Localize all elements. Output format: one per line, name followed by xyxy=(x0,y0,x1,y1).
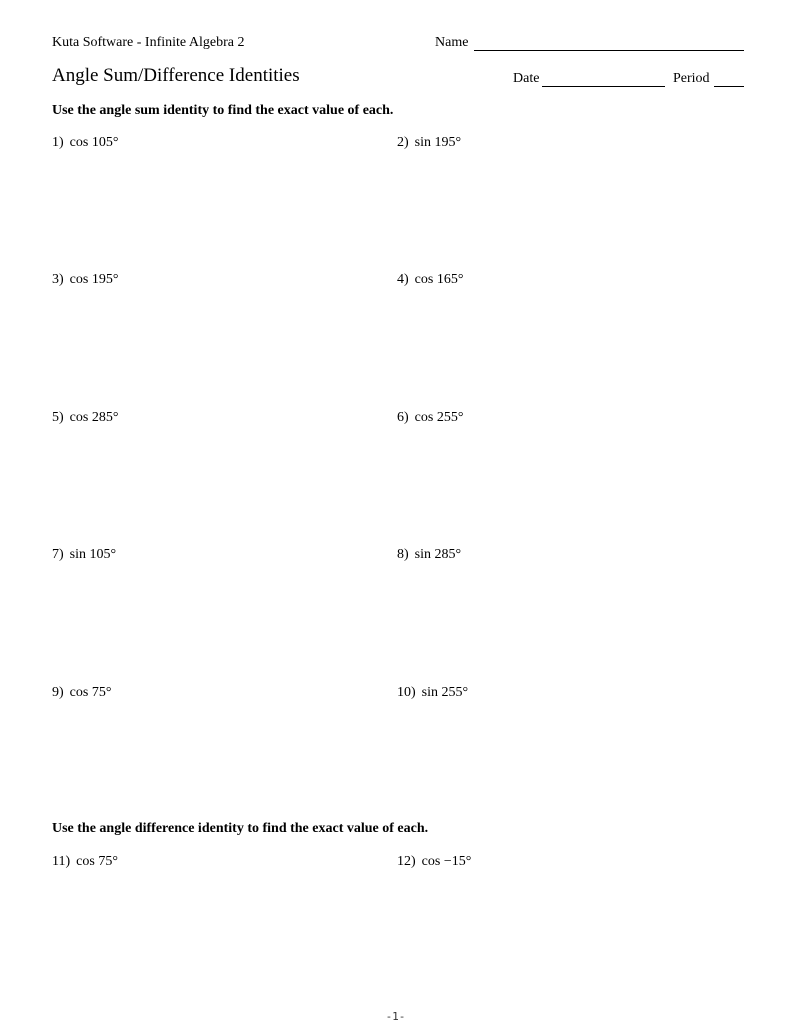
problem-expression: cos 75° xyxy=(76,854,118,869)
problem-item xyxy=(52,410,118,426)
date-blank-line xyxy=(542,86,665,87)
problem-item xyxy=(52,135,118,151)
problem-item xyxy=(397,135,461,151)
name-blank-line xyxy=(474,50,744,51)
problem-expression: sin 105° xyxy=(69,547,117,562)
section-instruction-sum: Use the angle sum identity to find the exact value of each. xyxy=(52,103,394,118)
problem-item xyxy=(397,685,468,701)
problem-expression: cos −15° xyxy=(421,854,472,869)
problem-number: 6) xyxy=(397,410,409,425)
software-label: Kuta Software - Infinite Algebra 2 xyxy=(52,35,245,50)
period-label: Period xyxy=(673,71,710,86)
problem-expression: cos 165° xyxy=(414,272,464,287)
section-instruction-difference: Use the angle difference identity to find the exact value of each. xyxy=(52,821,429,836)
problem-item xyxy=(52,272,118,288)
date-label: Date xyxy=(513,71,540,86)
period-blank-line xyxy=(714,86,744,87)
problem-number: 8) xyxy=(397,547,409,562)
problem-expression: sin 255° xyxy=(421,685,469,700)
problem-item xyxy=(397,854,471,870)
problem-expression: cos 255° xyxy=(414,410,464,425)
problem-number: 3) xyxy=(52,272,64,287)
problem-number: 11) xyxy=(52,854,71,869)
problem-item xyxy=(52,854,118,870)
worksheet-title: Angle Sum/Difference Identities xyxy=(52,65,300,86)
problem-expression: sin 285° xyxy=(414,547,462,562)
problem-item xyxy=(52,685,111,701)
problem-expression: cos 285° xyxy=(69,410,119,425)
problem-number: 7) xyxy=(52,547,64,562)
problem-expression: cos 105° xyxy=(69,135,119,150)
problem-expression: cos 195° xyxy=(69,272,119,287)
problem-number: 4) xyxy=(397,272,409,287)
problem-number: 9) xyxy=(52,685,64,700)
problem-expression: sin 195° xyxy=(414,135,462,150)
problem-expression: cos 75° xyxy=(69,685,112,700)
problem-number: 1) xyxy=(52,135,64,150)
page-number: -1- xyxy=(385,1010,406,1023)
problem-number: 12) xyxy=(397,854,416,869)
problem-number: 10) xyxy=(397,685,416,700)
problem-item xyxy=(397,410,463,426)
problem-item xyxy=(397,547,461,563)
problem-item xyxy=(397,272,463,288)
problem-number: 5) xyxy=(52,410,64,425)
problem-item xyxy=(52,547,116,563)
name-label: Name xyxy=(435,35,469,50)
problem-number: 2) xyxy=(397,135,409,150)
